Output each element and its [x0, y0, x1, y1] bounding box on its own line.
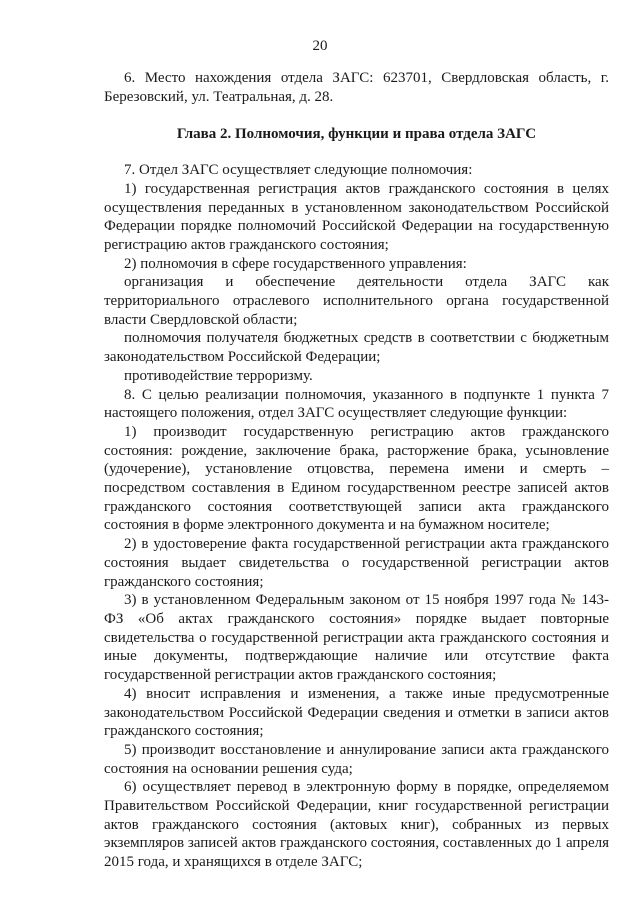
chapter-heading: Глава 2. Полномочия, функции и права отдела ЗАГС	[176, 126, 537, 143]
paragraph-7-item-1: 1) государственная регистрация актов гражданского состояния в целях осуществления переданных в установленном законодательством Российской Федерации порядке полномочий Российской Федерации на государственную регистрацию актов гражданского состояния;	[104, 180, 609, 253]
paragraph-8-item-1: 1) производит государственную регистрацию актов гражданского состояния: рождение, заключение брака, расторжение брака, усыновление (удочерение), установление отцовства, перемена имени и смерть – посредством составления в Едином государственном реестре записей актов гражданского состояния соответствующей записи акта гражданского состояния в форме электронного документа и на бумажном носителе;	[104, 423, 609, 534]
paragraph-7: 7. Отдел ЗАГС осуществляет следующие полномочия:	[124, 162, 473, 179]
page-number: 20	[312, 38, 328, 54]
paragraph-8-item-4: 4) вносит исправления и изменения, а также иные предусмотренные законодательством Российской Федерации сведения и отметки в записи актов гражданского состояния;	[104, 685, 609, 740]
document-body	[104, 69, 609, 872]
paragraph-location: 6. Место нахождения отдела ЗАГС: 623701, Свердловская область, г. Березовский, ул. Театральная, д. 28.	[104, 70, 609, 105]
paragraph-8-item-2: 2) в удостоверение факта государственной регистрации акта гражданского состояния выдает свидетельства о государственной регистрации актов гражданского состояния;	[104, 536, 609, 590]
paragraph-8: 8. С целью реализации полномочия, указанного в подпункте 1 пункта 7 настоящего положения, отдел ЗАГС осуществляет следующие функции:	[104, 386, 609, 422]
paragraph-8-item-5: 5) производит восстановление и аннулирование записи акта гражданского состояния на основании решения суда;	[104, 741, 609, 777]
paragraph-8-item-6: 6) осуществляет перевод в электронную форму в порядке, определяемом Правительством Российской Федерации, книг государственной регистрации актов гражданского состояния (актовых книг), собранных из первых экземпляров записей актов гражданского состояния, составленных до 1 апреля 2015 года, и хранящихся в отделе ЗАГС;	[104, 779, 609, 871]
paragraph-8-item-3: 3) в установленном Федеральным законом от 15 ноября 1997 года № 143-ФЗ «Об актах гражданского состояния» порядке выдает повторные свидетельства о государственной регистрации акта гражданского состояния и иные документы, подтверждающие наличие или отсутствие факта государственной регистрации актов гражданского состояния;	[104, 592, 609, 684]
paragraph-7-item-2-organization: организация и обеспечение деятельности отдела ЗАГС как территориального отраслевого исполнительного органа государственной власти Свердловской области;	[104, 274, 609, 328]
paragraph-7-item-2-budget: полномочия получателя бюджетных средств в соответствии с бюджетным законодательством Российской Федерации;	[104, 330, 609, 366]
paragraph-7-item-2: 2) полномочия в сфере государственного управления:	[124, 255, 467, 272]
paragraph-7-item-2-terrorism: противодействие терроризму.	[124, 367, 313, 384]
